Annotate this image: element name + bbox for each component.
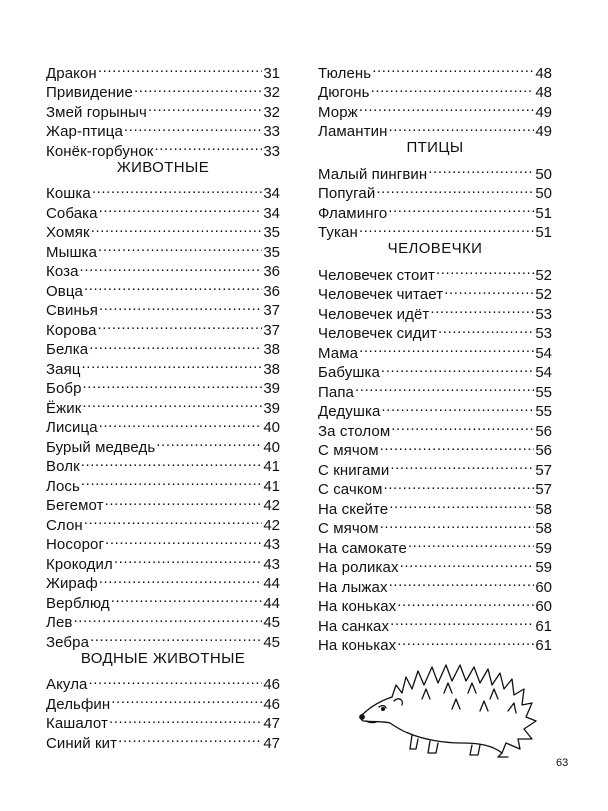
entry-page-number: 53: [535, 305, 552, 323]
entry-title: На самокате: [318, 539, 407, 557]
entry-title: За столом: [318, 422, 391, 440]
entry-page-number: 42: [263, 497, 280, 514]
toc-entry: [318, 159, 552, 183]
dot-leader: [105, 530, 262, 550]
entry-page-number: 41: [263, 477, 280, 495]
entry-title: Человечек читает: [318, 286, 444, 303]
dot-leader: [390, 611, 534, 631]
entry-title: Дракон: [46, 64, 97, 82]
entry-title: Ламантин: [318, 123, 388, 140]
toc-left-column: [46, 58, 280, 752]
entry-page-number: 36: [263, 263, 280, 280]
dot-leader: [105, 491, 263, 511]
hedgehog-icon: [352, 655, 548, 759]
toc-entry: [46, 354, 280, 378]
entry-page-number: 49: [535, 103, 552, 121]
entry-page-number: 60: [535, 578, 552, 596]
entry-title: На скейте: [318, 500, 389, 518]
entry-title: Бегемот: [46, 497, 104, 514]
dot-leader: [438, 319, 534, 339]
entry-page-number: 58: [535, 520, 552, 537]
entry-page-number: 54: [535, 344, 552, 362]
entry-title: Волк: [46, 458, 80, 475]
entry-page-number: 33: [263, 142, 280, 160]
toc-entry: [46, 670, 280, 693]
dot-leader: [359, 218, 534, 238]
entry-page-number: 31: [263, 64, 280, 82]
dot-leader: [98, 315, 263, 335]
toc-entry: [46, 257, 280, 280]
entry-title: Папа: [318, 383, 354, 401]
dot-leader: [436, 260, 534, 280]
entry-page-number: 49: [535, 123, 552, 140]
entry-title: Тюлень: [318, 64, 372, 82]
entry-title: Лисица: [46, 419, 98, 436]
dot-leader: [124, 117, 262, 137]
entry-title: Мышка: [46, 243, 98, 261]
dot-leader: [82, 354, 263, 374]
dot-leader: [389, 572, 535, 592]
dot-leader: [372, 58, 534, 78]
entry-page-number: 57: [535, 461, 552, 479]
entry-title: Человечек стоит: [318, 266, 435, 284]
dot-leader: [80, 257, 263, 277]
dot-leader: [154, 136, 262, 156]
dot-leader: [114, 549, 262, 569]
entry-page-number: 53: [535, 325, 552, 342]
entry-page-number: 55: [535, 383, 552, 401]
entry-page-number: 39: [263, 380, 280, 397]
entry-page-number: 48: [535, 84, 552, 101]
entry-page-number: 44: [263, 594, 280, 612]
entry-title: Корова: [46, 321, 97, 339]
entry-page-number: 56: [535, 442, 552, 459]
dot-leader: [91, 218, 263, 238]
entry-title: На коньках: [318, 598, 397, 615]
entry-page-number: 37: [263, 302, 280, 319]
dot-leader: [148, 97, 262, 117]
dot-leader: [83, 374, 263, 394]
entry-page-number: 50: [535, 165, 552, 183]
dot-leader: [380, 436, 535, 456]
entry-page-number: 42: [263, 516, 280, 534]
entry-title: На роликах: [318, 559, 399, 576]
toc-entry: [46, 471, 280, 495]
entry-title: Кашалот: [46, 715, 108, 732]
entry-page-number: 50: [535, 185, 552, 202]
entry-title: Коза: [46, 263, 79, 280]
entry-page-number: 48: [535, 64, 552, 82]
entry-title: Бобр: [46, 380, 82, 397]
toc-right-column: [318, 58, 552, 654]
entry-title: Верблюд: [46, 594, 110, 612]
dot-leader: [99, 198, 263, 218]
dot-leader: [388, 117, 534, 137]
dot-leader: [384, 475, 535, 495]
dot-leader: [84, 510, 263, 530]
entry-title: С книгами: [318, 461, 390, 479]
entry-page-number: 37: [263, 321, 280, 339]
dot-leader: [99, 569, 263, 589]
entry-page-number: 61: [535, 617, 552, 635]
entry-page-number: 47: [263, 715, 280, 732]
entry-page-number: 38: [263, 341, 280, 358]
dot-leader: [391, 416, 534, 436]
entry-page-number: 58: [535, 500, 552, 518]
entry-title: Привидение: [46, 84, 133, 101]
toc-entry: [46, 627, 280, 651]
entry-page-number: 60: [535, 598, 552, 615]
dot-leader: [381, 397, 534, 417]
entry-page-number: 34: [263, 185, 280, 202]
entry-page-number: 45: [263, 633, 280, 651]
entry-page-number: 55: [535, 403, 552, 420]
entry-title: Ёжик: [46, 399, 82, 417]
entry-page-number: 43: [263, 536, 280, 553]
dot-leader: [82, 393, 262, 413]
entry-page-number: 32: [263, 84, 280, 101]
entry-title: Лев: [46, 614, 73, 631]
section-heading: ВОДНЫЕ ЖИВОТНЫЕ: [80, 649, 246, 667]
entry-title: Бабушка: [318, 364, 380, 381]
dot-leader: [359, 338, 534, 358]
entry-page-number: 45: [263, 614, 280, 631]
dot-leader: [397, 631, 534, 651]
dot-leader: [390, 455, 534, 475]
entry-title: Овца: [46, 282, 83, 300]
entry-page-number: 57: [535, 481, 552, 498]
entry-title: Попугай: [318, 185, 376, 202]
dot-leader: [84, 276, 262, 296]
dot-leader: [400, 553, 535, 573]
entry-page-number: 33: [263, 123, 280, 140]
entry-page-number: 51: [535, 224, 552, 241]
dot-leader: [98, 58, 263, 78]
dot-leader: [430, 299, 534, 319]
section-heading: ПТИЦЫ: [406, 139, 464, 156]
entry-title: Зебра: [46, 633, 90, 651]
entry-title: Собака: [46, 204, 98, 222]
entry-page-number: 39: [263, 399, 280, 417]
entry-title: Бурый медведь: [46, 438, 156, 456]
dot-leader: [81, 452, 263, 472]
dot-leader: [109, 709, 262, 729]
entry-title: С сачком: [318, 481, 383, 498]
entry-page-number: 56: [535, 422, 552, 440]
toc-entry: [46, 452, 280, 475]
entry-title: Слон: [46, 516, 83, 534]
section-heading: ЖИВОТНЫЕ: [116, 158, 210, 176]
dot-leader: [380, 514, 535, 534]
toc-entry: [46, 276, 280, 300]
toc-entry: [46, 491, 280, 514]
entry-page-number: 46: [263, 695, 280, 713]
dot-leader: [428, 159, 534, 179]
toc-entry: [318, 58, 552, 82]
dot-leader: [99, 296, 262, 316]
entry-page-number: 47: [263, 734, 280, 752]
dot-leader: [376, 179, 534, 199]
entry-title: Хомяк: [46, 224, 90, 241]
entry-page-number: 38: [263, 360, 280, 378]
entry-title: С мячом: [318, 520, 379, 537]
toc-entry: [46, 179, 280, 202]
dot-leader: [134, 78, 262, 98]
dot-leader: [359, 97, 535, 117]
entry-title: Тукан: [318, 224, 358, 241]
entry-title: Акула: [46, 676, 88, 693]
entry-page-number: 35: [263, 224, 280, 241]
entry-title: Жар-птица: [46, 123, 123, 140]
entry-title: Фламинго: [318, 204, 388, 222]
dot-leader: [98, 237, 262, 257]
entry-page-number: 40: [263, 438, 280, 456]
section-heading: ЧЕЛОВЕЧКИ: [387, 240, 483, 257]
entry-title: Дюгонь: [318, 84, 370, 101]
entry-title: Человечек идёт: [318, 305, 430, 323]
dot-leader: [444, 280, 534, 300]
entry-title: Малый пингвин: [318, 165, 428, 183]
dot-leader: [89, 670, 263, 690]
dot-leader: [73, 608, 262, 628]
dot-leader: [381, 358, 534, 378]
entry-title: Лось: [46, 477, 80, 495]
dot-leader: [397, 592, 534, 612]
entry-page-number: 54: [535, 364, 552, 381]
dot-leader: [89, 335, 262, 355]
entry-page-number: 44: [263, 575, 280, 592]
entry-page-number: 40: [263, 419, 280, 436]
entry-page-number: 35: [263, 243, 280, 261]
entry-title: Крокодил: [46, 555, 113, 573]
toc-entry: [318, 260, 552, 284]
entry-title: Белка: [46, 341, 89, 358]
dot-leader: [90, 627, 262, 647]
entry-title: С мячом: [318, 442, 379, 459]
entry-title: Заяц: [46, 360, 81, 378]
dot-leader: [118, 728, 262, 748]
entry-title: Синий кит: [46, 734, 118, 752]
entry-title: На санках: [318, 617, 390, 635]
entry-title: Дельфин: [46, 695, 111, 713]
entry-page-number: 59: [535, 539, 552, 557]
dot-leader: [408, 533, 534, 553]
entry-title: Мама: [318, 344, 359, 362]
dot-leader: [389, 494, 534, 514]
entry-title: Дедушка: [318, 403, 381, 420]
dot-leader: [371, 78, 535, 98]
entry-title: Носорог: [46, 536, 105, 553]
entry-page-number: 61: [535, 637, 552, 654]
entry-title: На лыжах: [318, 578, 388, 596]
entry-page-number: 59: [535, 559, 552, 576]
toc-entry: [46, 58, 280, 82]
entry-page-number: 36: [263, 282, 280, 300]
dot-leader: [388, 198, 534, 218]
entry-page-number: 46: [263, 676, 280, 693]
dot-leader: [111, 689, 262, 709]
entry-page-number: 41: [263, 458, 280, 475]
entry-title: Кошка: [46, 185, 91, 202]
entry-page-number: 32: [263, 103, 280, 121]
entry-title: Морж: [318, 103, 358, 121]
entry-page-number: 52: [535, 286, 552, 303]
entry-page-number: 51: [535, 204, 552, 222]
entry-title: Жираф: [46, 575, 98, 592]
dot-leader: [355, 377, 534, 397]
dot-leader: [81, 471, 262, 491]
entry-title: Свинья: [46, 302, 99, 319]
entry-page-number: 52: [535, 266, 552, 284]
dot-leader: [99, 413, 263, 433]
entry-title: Человечек сидит: [318, 325, 438, 342]
dot-leader: [111, 588, 263, 608]
toc-entry: [46, 608, 280, 631]
entry-page-number: 34: [263, 204, 280, 222]
dot-leader: [156, 432, 262, 452]
toc-entry: [46, 374, 280, 397]
page-number: 63: [556, 757, 569, 769]
entry-page-number: 43: [263, 555, 280, 573]
dot-leader: [92, 179, 262, 199]
entry-title: Конёк-горбунок: [46, 142, 154, 160]
entry-title: Змей горыныч: [46, 103, 147, 121]
entry-title: На коньках: [318, 637, 397, 654]
